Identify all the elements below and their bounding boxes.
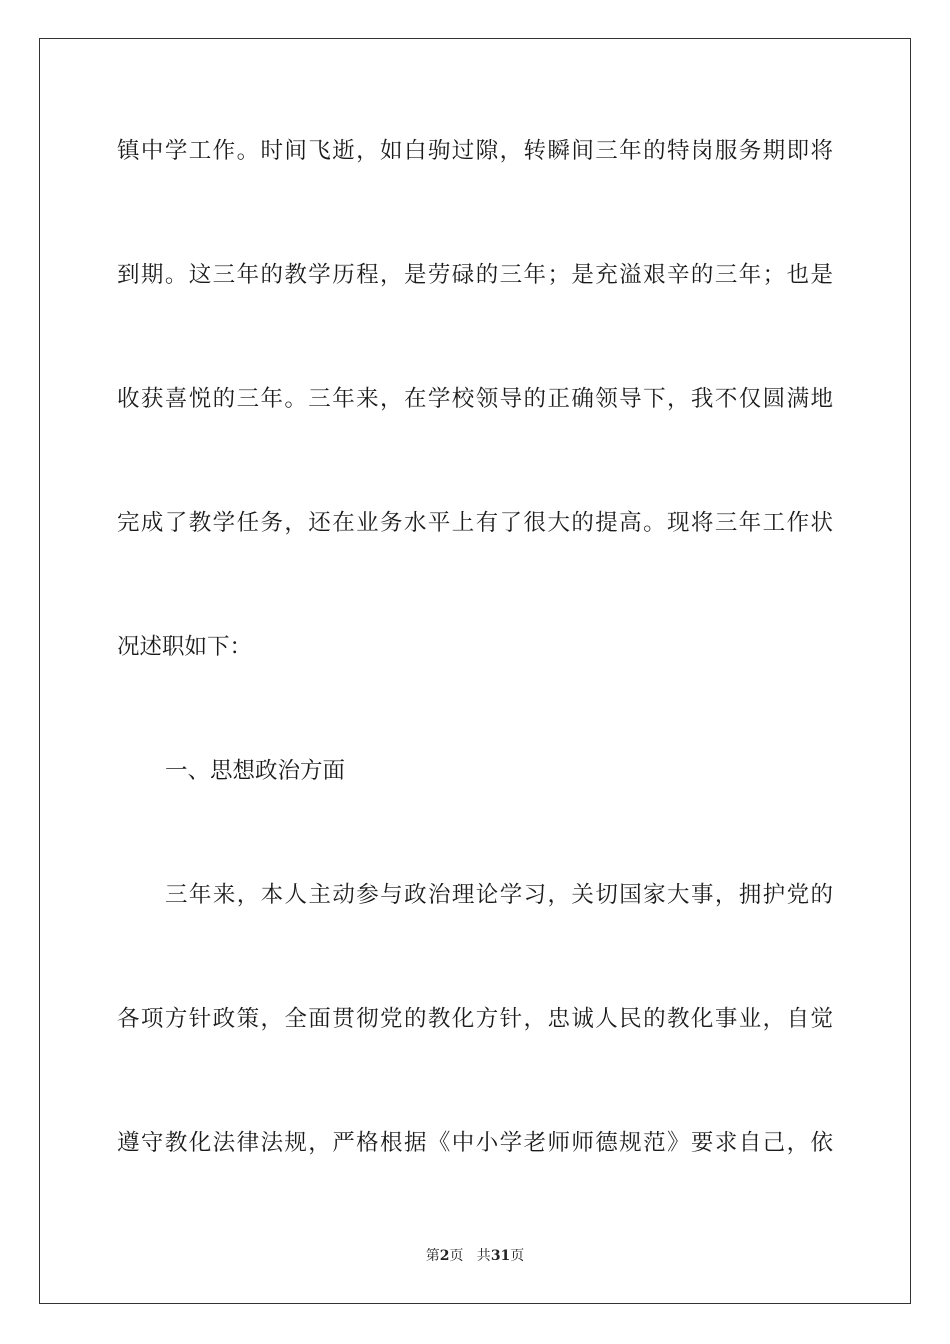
paragraph-line-1: 镇中学工作。时间飞逝，如白驹过隙，转瞬间三年的特岗服务期即将 (117, 138, 833, 164)
paragraph-line-7: 三年来，本人主动参与政治理论学习，关切国家大事，拥护党的 (165, 882, 833, 908)
footer-suffix: 页 (510, 1248, 525, 1264)
paragraph-line-5: 况述职如下： (117, 634, 253, 660)
page-total: 31 (490, 1248, 511, 1264)
paragraph-line-9: 遵守教化法律法规，严格根据《中小学老师师德规范》要求自己，依 (117, 1130, 833, 1156)
page-border (39, 38, 911, 1304)
page-footer (0, 1246, 950, 1266)
footer-mid: 页 共 (449, 1248, 491, 1264)
page-number: 2 (439, 1248, 450, 1264)
paragraph-line-8: 各项方针政策，全面贯彻党的教化方针，忠诚人民的教化事业，自觉 (117, 1006, 833, 1032)
section-heading: 一、思想政治方面 (165, 758, 346, 784)
paragraph-line-2: 到期。这三年的教学历程，是劳碌的三年；是充溢艰辛的三年；也是 (117, 262, 833, 288)
paragraph-line-3: 收获喜悦的三年。三年来，在学校领导的正确领导下，我不仅圆满地 (117, 386, 833, 412)
footer-prefix: 第 (425, 1248, 440, 1264)
paragraph-line-4: 完成了教学任务，还在业务水平上有了很大的提高。现将三年工作状 (117, 510, 833, 536)
